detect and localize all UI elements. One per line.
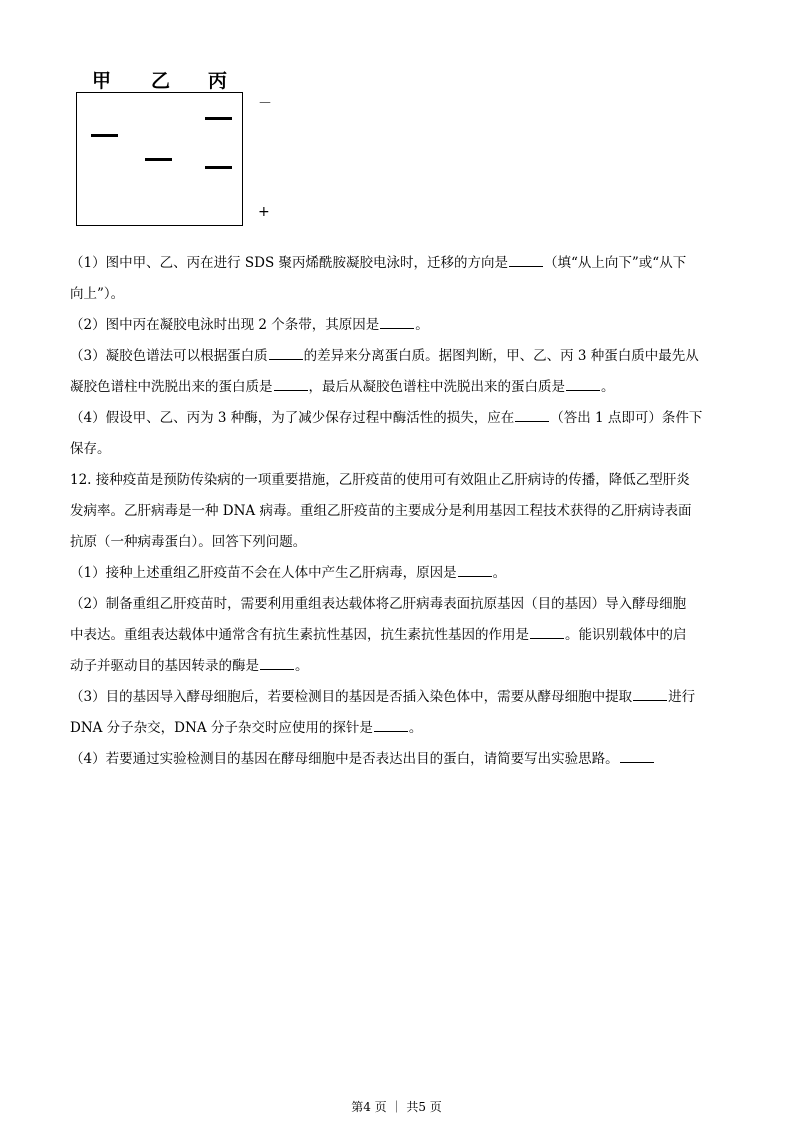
answer-blank[interactable] (633, 688, 667, 701)
q11-part2-text: （2）图中丙在凝胶电泳时出现 2 个条带，其原因是 (70, 317, 380, 333)
q12-intro-text: 12. 接种疫苗是预防传染病的一项重要措施，乙肝疫苗的使用可有效阻止乙肝病诗的传播，降低乙型肝炎 (70, 472, 690, 488)
negative-pole: － (258, 96, 272, 112)
answer-blank[interactable] (620, 750, 654, 763)
q12-part3-text: DNA 分子杂交，DNA 分子杂交时应使用的探针是 (70, 720, 373, 736)
q12-part2-text: 。能识别载体中的启 (565, 627, 687, 643)
q11-part3-line2 (70, 372, 730, 403)
period: 。 (415, 317, 429, 333)
q11-part1-hint: （填“从上向下”或“从下 (544, 255, 687, 271)
lane-label-bing: 丙 (208, 70, 228, 92)
q12-intro-text: 抗原（一种病毒蛋白）。回答下列问题。 (70, 534, 307, 550)
q12-intro-line2 (70, 496, 730, 527)
page-footer: 第4 页 ｜ 共5 页 (351, 1100, 442, 1114)
q12-part1 (70, 558, 730, 589)
q12-part4 (70, 744, 730, 775)
band-yi (145, 158, 172, 161)
q12-part3-line2 (70, 713, 730, 744)
q11-part1-line1 (70, 248, 730, 279)
period: 。 (295, 658, 309, 674)
answer-blank[interactable] (515, 409, 549, 422)
answer-blank[interactable] (458, 564, 492, 577)
answer-blank[interactable] (274, 378, 308, 391)
period: 。 (492, 565, 507, 581)
answer-blank[interactable] (374, 719, 408, 732)
q11-part1-hint-end: 向上”）。 (70, 286, 125, 302)
q11-part3-text: （3）凝胶色谱法可以根据蛋白质 (70, 348, 268, 364)
q12-part3-text: 进行 (668, 689, 696, 705)
q12-intro-line3 (70, 527, 730, 558)
q12-part2-line2 (70, 620, 730, 651)
q12-part4-text: （4）若要通过实验检测目的基因在酵母细胞中是否表达出目的蛋白，请简要写出实验思路。 (70, 751, 619, 767)
band-jia (91, 134, 118, 137)
q12-part3-line1 (70, 682, 730, 713)
lane-label-yi: 乙 (151, 70, 171, 92)
period: 。 (601, 379, 615, 395)
q11-part3-text-cont: 的差异来分离蛋白质。据图判断，甲、乙、丙 3 种蛋白质中最先从 (303, 348, 699, 364)
answer-blank[interactable] (269, 347, 303, 360)
q12-part2-text: 动子并驱动目的基因转录的酶是 (70, 658, 259, 674)
answer-blank[interactable] (380, 316, 414, 329)
q11-part4-end: 保存。 (70, 441, 111, 457)
answer-blank[interactable] (509, 254, 543, 267)
q11-part3-last-eluted: ，最后从凝胶色谱柱中洗脱出来的蛋白质是 (308, 379, 565, 395)
q11-part1-text: （1）图中甲、乙、丙在进行 SDS 聚丙烯酰胺凝胶电泳时，迁移的方向是 (70, 255, 508, 271)
answer-blank[interactable] (566, 378, 600, 391)
q11-part4-hint: （答出 1 点即可）条件下 (550, 410, 703, 426)
q12-part2-text: （2）制备重组乙肝疫苗时，需要利用重组表达载体将乙肝病毒表面抗原基因（目的基因）导入酵母细胞 (70, 596, 687, 612)
band-bing-upper (205, 117, 232, 120)
question-body (70, 248, 730, 775)
q11-part4-line2 (70, 434, 730, 465)
q11-part4-line1 (70, 403, 730, 434)
q11-part3-first-eluted: 凝胶色谱柱中洗脱出来的蛋白质是 (70, 379, 273, 395)
q12-intro-line1 (70, 465, 730, 496)
q12-intro-text: 发病率。乙肝病毒是一种 DNA 病毒。重组乙肝疫苗的主要成分是利用基因工程技术获得的乙肝病诗表面 (70, 503, 692, 519)
lane-label-jia: 甲 (92, 70, 112, 92)
q12-part2-text: 中表达。重组表达载体中通常含有抗生素抗性基因，抗生素抗性基因的作用是 (70, 627, 529, 643)
q12-part2-line3 (70, 651, 730, 682)
answer-blank[interactable] (260, 657, 294, 670)
q11-part1-line2 (70, 279, 730, 310)
answer-blank[interactable] (530, 626, 564, 639)
band-bing-lower (205, 166, 232, 169)
q12-part1-text: （1）接种上述重组乙肝疫苗不会在人体中产生乙肝病毒，原因是 (70, 565, 457, 581)
gel-figure (76, 92, 243, 226)
q11-part4-text: （4）假设甲、乙、丙为 3 种酶，为了减少保存过程中酶活性的损失，应在 (70, 410, 515, 426)
gel-lane-labels (88, 66, 258, 92)
q12-part2-line1 (70, 589, 730, 620)
q11-part2 (70, 310, 730, 341)
q11-part3-line1 (70, 341, 730, 372)
q12-part3-text: （3）目的基因导入酵母细胞后，若要检测目的基因是否插入染色体中，需要从酵母细胞中提取 (70, 689, 633, 705)
period: 。 (408, 720, 423, 736)
positive-pole: + (258, 204, 270, 220)
